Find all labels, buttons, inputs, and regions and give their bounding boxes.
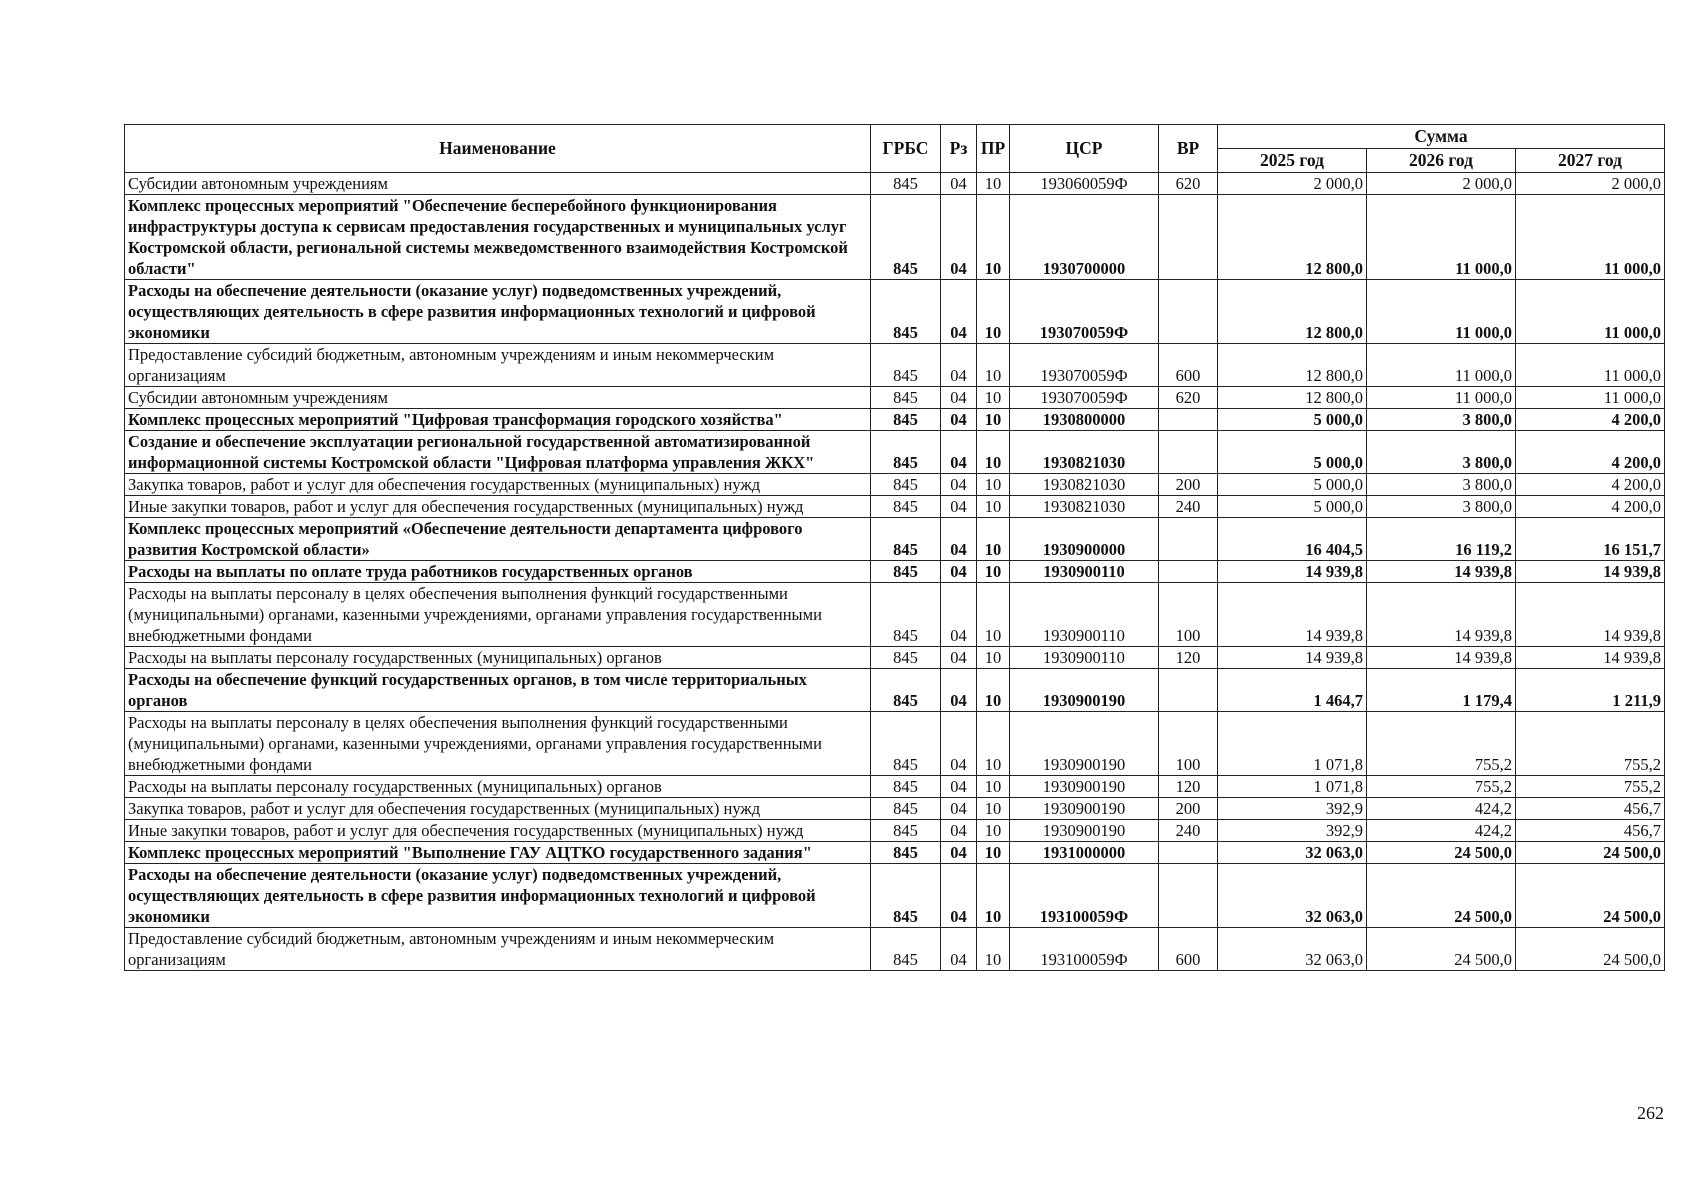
cell-amount-2026: 3 800,0 — [1367, 431, 1516, 474]
cell-amount-2026: 14 939,8 — [1367, 647, 1516, 669]
cell-vr: 600 — [1159, 344, 1218, 387]
cell-rz: 04 — [941, 820, 977, 842]
cell-csr: 193070059Ф — [1010, 280, 1159, 344]
cell-amount-2026: 11 000,0 — [1367, 344, 1516, 387]
cell-amount-2027: 14 939,8 — [1516, 583, 1665, 647]
table-row — [125, 496, 1665, 518]
cell-amount-2026: 3 800,0 — [1367, 409, 1516, 431]
cell-amount-2027: 11 000,0 — [1516, 387, 1665, 409]
cell-amount-2025: 1 071,8 — [1218, 712, 1367, 776]
cell-amount-2025: 32 063,0 — [1218, 928, 1367, 971]
table-row — [125, 195, 1665, 280]
cell-csr: 1930821030 — [1010, 496, 1159, 518]
cell-amount-2026: 24 500,0 — [1367, 928, 1516, 971]
cell-amount-2027: 16 151,7 — [1516, 518, 1665, 561]
table-row — [125, 518, 1665, 561]
cell-csr: 1930900190 — [1010, 798, 1159, 820]
cell-amount-2027: 4 200,0 — [1516, 409, 1665, 431]
cell-name: Комплекс процессных мероприятий "Выполнение ГАУ АЦТКО государственного задания" — [125, 842, 871, 864]
cell-amount-2026: 11 000,0 — [1367, 387, 1516, 409]
cell-grbs: 845 — [871, 173, 941, 195]
cell-vr: 100 — [1159, 712, 1218, 776]
cell-pr: 10 — [977, 409, 1010, 431]
cell-grbs: 845 — [871, 344, 941, 387]
cell-grbs: 845 — [871, 561, 941, 583]
cell-amount-2026: 3 800,0 — [1367, 496, 1516, 518]
cell-name: Расходы на выплаты персоналу государственных (муниципальных) органов — [125, 776, 871, 798]
cell-grbs: 845 — [871, 431, 941, 474]
header-vr: ВР — [1159, 125, 1218, 173]
cell-pr: 10 — [977, 496, 1010, 518]
cell-rz: 04 — [941, 344, 977, 387]
cell-vr: 200 — [1159, 798, 1218, 820]
cell-grbs: 845 — [871, 409, 941, 431]
table-row — [125, 280, 1665, 344]
cell-csr: 193060059Ф — [1010, 173, 1159, 195]
cell-vr: 120 — [1159, 776, 1218, 798]
cell-amount-2026: 16 119,2 — [1367, 518, 1516, 561]
cell-grbs: 845 — [871, 474, 941, 496]
cell-amount-2027: 11 000,0 — [1516, 280, 1665, 344]
cell-pr: 10 — [977, 928, 1010, 971]
cell-name: Предоставление субсидий бюджетным, автономным учреждениям и иным некоммерческим организациям — [125, 344, 871, 387]
cell-rz: 04 — [941, 474, 977, 496]
cell-rz: 04 — [941, 776, 977, 798]
cell-vr: 240 — [1159, 820, 1218, 842]
cell-name: Расходы на обеспечение деятельности (оказание услуг) подведомственных учреждений, осуществляющих деятельность в сфере развития информационных технологий и цифровой экономики — [125, 864, 871, 928]
cell-amount-2025: 32 063,0 — [1218, 842, 1367, 864]
cell-amount-2027: 14 939,8 — [1516, 647, 1665, 669]
cell-amount-2027: 755,2 — [1516, 776, 1665, 798]
cell-csr: 1930900110 — [1010, 647, 1159, 669]
cell-grbs: 845 — [871, 583, 941, 647]
cell-pr: 10 — [977, 474, 1010, 496]
cell-rz: 04 — [941, 409, 977, 431]
cell-name: Создание и обеспечение эксплуатации региональной государственной автоматизированной информационной системы Костромской области "Цифровая платформа управления ЖКХ" — [125, 431, 871, 474]
cell-vr — [1159, 864, 1218, 928]
cell-grbs: 845 — [871, 647, 941, 669]
cell-amount-2027: 4 200,0 — [1516, 431, 1665, 474]
cell-amount-2027: 755,2 — [1516, 712, 1665, 776]
cell-grbs: 845 — [871, 669, 941, 712]
cell-vr: 620 — [1159, 173, 1218, 195]
cell-rz: 04 — [941, 583, 977, 647]
cell-pr: 10 — [977, 173, 1010, 195]
table-row — [125, 387, 1665, 409]
page-number: 262 — [1637, 1103, 1664, 1123]
cell-rz: 04 — [941, 173, 977, 195]
cell-amount-2026: 24 500,0 — [1367, 864, 1516, 928]
cell-grbs: 845 — [871, 195, 941, 280]
cell-name: Расходы на выплаты персоналу государственных (муниципальных) органов — [125, 647, 871, 669]
cell-pr: 10 — [977, 776, 1010, 798]
cell-name: Предоставление субсидий бюджетным, автономным учреждениям и иным некоммерческим организациям — [125, 928, 871, 971]
cell-amount-2027: 11 000,0 — [1516, 195, 1665, 280]
cell-csr: 1930900000 — [1010, 518, 1159, 561]
cell-amount-2027: 2 000,0 — [1516, 173, 1665, 195]
cell-rz: 04 — [941, 561, 977, 583]
cell-pr: 10 — [977, 798, 1010, 820]
cell-rz: 04 — [941, 669, 977, 712]
cell-rz: 04 — [941, 798, 977, 820]
cell-pr: 10 — [977, 518, 1010, 561]
cell-name: Комплекс процессных мероприятий "Обеспечение бесперебойного функционирования инфраструктуры доступа к сервисам предоставления государственных и муниципальных услуг Костромской области, региональной системы межведомственного взаимодействия Костромской области" — [125, 195, 871, 280]
cell-amount-2025: 1 464,7 — [1218, 669, 1367, 712]
cell-name: Комплекс процессных мероприятий "Цифровая трансформация городского хозяйства" — [125, 409, 871, 431]
header-year-2027: 2027 год — [1516, 149, 1665, 173]
cell-pr: 10 — [977, 669, 1010, 712]
cell-csr: 1930900190 — [1010, 669, 1159, 712]
header-grbs: ГРБС — [871, 125, 941, 173]
cell-rz: 04 — [941, 496, 977, 518]
cell-amount-2025: 5 000,0 — [1218, 474, 1367, 496]
cell-csr: 1930900110 — [1010, 583, 1159, 647]
table-row — [125, 431, 1665, 474]
cell-name: Комплекс процессных мероприятий «Обеспечение деятельности департамента цифрового развития Костромской области» — [125, 518, 871, 561]
cell-amount-2027: 1 211,9 — [1516, 669, 1665, 712]
header-year-2025: 2025 год — [1218, 149, 1367, 173]
cell-amount-2026: 14 939,8 — [1367, 561, 1516, 583]
cell-amount-2025: 12 800,0 — [1218, 344, 1367, 387]
cell-amount-2025: 32 063,0 — [1218, 864, 1367, 928]
cell-name: Субсидии автономным учреждениям — [125, 173, 871, 195]
cell-grbs: 845 — [871, 820, 941, 842]
cell-vr — [1159, 669, 1218, 712]
cell-rz: 04 — [941, 864, 977, 928]
cell-rz: 04 — [941, 431, 977, 474]
header-year-2026: 2026 год — [1367, 149, 1516, 173]
cell-amount-2026: 755,2 — [1367, 712, 1516, 776]
cell-name: Расходы на выплаты персоналу в целях обеспечения выполнения функций государственными (муниципальными) органами, казенными учреждениями, органами управления государственными внебюджетными фондами — [125, 712, 871, 776]
cell-amount-2025: 14 939,8 — [1218, 561, 1367, 583]
cell-amount-2025: 2 000,0 — [1218, 173, 1367, 195]
cell-pr: 10 — [977, 712, 1010, 776]
cell-vr — [1159, 409, 1218, 431]
cell-csr: 193100059Ф — [1010, 864, 1159, 928]
cell-csr: 193100059Ф — [1010, 928, 1159, 971]
cell-amount-2026: 11 000,0 — [1367, 195, 1516, 280]
cell-amount-2025: 12 800,0 — [1218, 280, 1367, 344]
header-sum: Сумма — [1218, 125, 1665, 149]
cell-pr: 10 — [977, 280, 1010, 344]
cell-grbs: 845 — [871, 518, 941, 561]
header-pr: ПР — [977, 125, 1010, 173]
cell-pr: 10 — [977, 344, 1010, 387]
table-row — [125, 647, 1665, 669]
cell-grbs: 845 — [871, 864, 941, 928]
table-body — [125, 173, 1665, 971]
cell-amount-2026: 1 179,4 — [1367, 669, 1516, 712]
header-name: Наименование — [125, 125, 871, 173]
cell-csr: 193070059Ф — [1010, 387, 1159, 409]
cell-amount-2027: 4 200,0 — [1516, 474, 1665, 496]
table-row — [125, 820, 1665, 842]
cell-amount-2026: 424,2 — [1367, 820, 1516, 842]
cell-name: Иные закупки товаров, работ и услуг для обеспечения государственных (муниципальных) нужд — [125, 820, 871, 842]
cell-amount-2026: 2 000,0 — [1367, 173, 1516, 195]
cell-rz: 04 — [941, 647, 977, 669]
cell-vr: 200 — [1159, 474, 1218, 496]
cell-csr: 193070059Ф — [1010, 344, 1159, 387]
cell-pr: 10 — [977, 820, 1010, 842]
cell-name: Субсидии автономным учреждениям — [125, 387, 871, 409]
cell-grbs: 845 — [871, 928, 941, 971]
cell-csr: 1930900110 — [1010, 561, 1159, 583]
cell-rz: 04 — [941, 387, 977, 409]
cell-vr: 600 — [1159, 928, 1218, 971]
cell-amount-2025: 12 800,0 — [1218, 387, 1367, 409]
cell-amount-2025: 5 000,0 — [1218, 409, 1367, 431]
cell-csr: 1930900190 — [1010, 712, 1159, 776]
cell-amount-2025: 5 000,0 — [1218, 496, 1367, 518]
cell-amount-2025: 392,9 — [1218, 820, 1367, 842]
cell-amount-2025: 5 000,0 — [1218, 431, 1367, 474]
cell-amount-2025: 16 404,5 — [1218, 518, 1367, 561]
cell-amount-2027: 456,7 — [1516, 820, 1665, 842]
cell-rz: 04 — [941, 280, 977, 344]
table-row — [125, 928, 1665, 971]
cell-amount-2027: 24 500,0 — [1516, 842, 1665, 864]
cell-name: Иные закупки товаров, работ и услуг для обеспечения государственных (муниципальных) нужд — [125, 496, 871, 518]
header-row — [125, 125, 1665, 149]
cell-pr: 10 — [977, 431, 1010, 474]
cell-amount-2025: 1 071,8 — [1218, 776, 1367, 798]
cell-pr: 10 — [977, 647, 1010, 669]
cell-csr: 1930821030 — [1010, 474, 1159, 496]
cell-vr — [1159, 431, 1218, 474]
table-row — [125, 474, 1665, 496]
cell-grbs: 845 — [871, 776, 941, 798]
table-row — [125, 798, 1665, 820]
cell-pr: 10 — [977, 864, 1010, 928]
cell-grbs: 845 — [871, 496, 941, 518]
cell-rz: 04 — [941, 518, 977, 561]
cell-amount-2025: 14 939,8 — [1218, 583, 1367, 647]
cell-grbs: 845 — [871, 798, 941, 820]
cell-name: Расходы на выплаты персоналу в целях обеспечения выполнения функций государственными (муниципальными) органами, казенными учреждениями, органами управления государственными внебюджетными фондами — [125, 583, 871, 647]
table-row — [125, 561, 1665, 583]
cell-rz: 04 — [941, 842, 977, 864]
cell-vr: 100 — [1159, 583, 1218, 647]
cell-vr — [1159, 842, 1218, 864]
cell-name: Закупка товаров, работ и услуг для обеспечения государственных (муниципальных) нужд — [125, 474, 871, 496]
cell-vr — [1159, 280, 1218, 344]
header-csr: ЦСР — [1010, 125, 1159, 173]
header-rz: Рз — [941, 125, 977, 173]
cell-vr: 620 — [1159, 387, 1218, 409]
cell-rz: 04 — [941, 195, 977, 280]
cell-amount-2027: 11 000,0 — [1516, 344, 1665, 387]
cell-amount-2027: 14 939,8 — [1516, 561, 1665, 583]
cell-amount-2026: 3 800,0 — [1367, 474, 1516, 496]
cell-amount-2027: 4 200,0 — [1516, 496, 1665, 518]
table-row — [125, 776, 1665, 798]
cell-amount-2026: 424,2 — [1367, 798, 1516, 820]
table-row — [125, 669, 1665, 712]
cell-vr — [1159, 518, 1218, 561]
cell-pr: 10 — [977, 195, 1010, 280]
cell-grbs: 845 — [871, 280, 941, 344]
budget-table — [124, 124, 1665, 971]
cell-amount-2025: 392,9 — [1218, 798, 1367, 820]
cell-pr: 10 — [977, 842, 1010, 864]
cell-amount-2026: 24 500,0 — [1367, 842, 1516, 864]
cell-pr: 10 — [977, 561, 1010, 583]
cell-name: Расходы на выплаты по оплате труда работников государственных органов — [125, 561, 871, 583]
table-row — [125, 712, 1665, 776]
cell-grbs: 845 — [871, 387, 941, 409]
cell-vr: 120 — [1159, 647, 1218, 669]
cell-vr — [1159, 195, 1218, 280]
cell-pr: 10 — [977, 583, 1010, 647]
cell-csr: 1930900190 — [1010, 776, 1159, 798]
table-row — [125, 864, 1665, 928]
cell-name: Закупка товаров, работ и услуг для обеспечения государственных (муниципальных) нужд — [125, 798, 871, 820]
table-row — [125, 842, 1665, 864]
cell-amount-2027: 24 500,0 — [1516, 864, 1665, 928]
cell-name: Расходы на обеспечение деятельности (оказание услуг) подведомственных учреждений, осуществляющих деятельность в сфере развития информационных технологий и цифровой экономики — [125, 280, 871, 344]
cell-csr: 1930821030 — [1010, 431, 1159, 474]
cell-amount-2025: 14 939,8 — [1218, 647, 1367, 669]
cell-pr: 10 — [977, 387, 1010, 409]
cell-amount-2026: 755,2 — [1367, 776, 1516, 798]
cell-name: Расходы на обеспечение функций государственных органов, в том числе территориальных органов — [125, 669, 871, 712]
cell-csr: 1930800000 — [1010, 409, 1159, 431]
table-row — [125, 409, 1665, 431]
cell-vr: 240 — [1159, 496, 1218, 518]
cell-amount-2025: 12 800,0 — [1218, 195, 1367, 280]
cell-csr: 1930700000 — [1010, 195, 1159, 280]
cell-grbs: 845 — [871, 712, 941, 776]
table-row — [125, 173, 1665, 195]
cell-amount-2026: 11 000,0 — [1367, 280, 1516, 344]
cell-rz: 04 — [941, 712, 977, 776]
cell-amount-2027: 456,7 — [1516, 798, 1665, 820]
cell-grbs: 845 — [871, 842, 941, 864]
cell-csr: 1930900190 — [1010, 820, 1159, 842]
cell-csr: 1931000000 — [1010, 842, 1159, 864]
cell-vr — [1159, 561, 1218, 583]
cell-amount-2026: 14 939,8 — [1367, 583, 1516, 647]
cell-amount-2027: 24 500,0 — [1516, 928, 1665, 971]
cell-rz: 04 — [941, 928, 977, 971]
table-row — [125, 583, 1665, 647]
table-row — [125, 344, 1665, 387]
